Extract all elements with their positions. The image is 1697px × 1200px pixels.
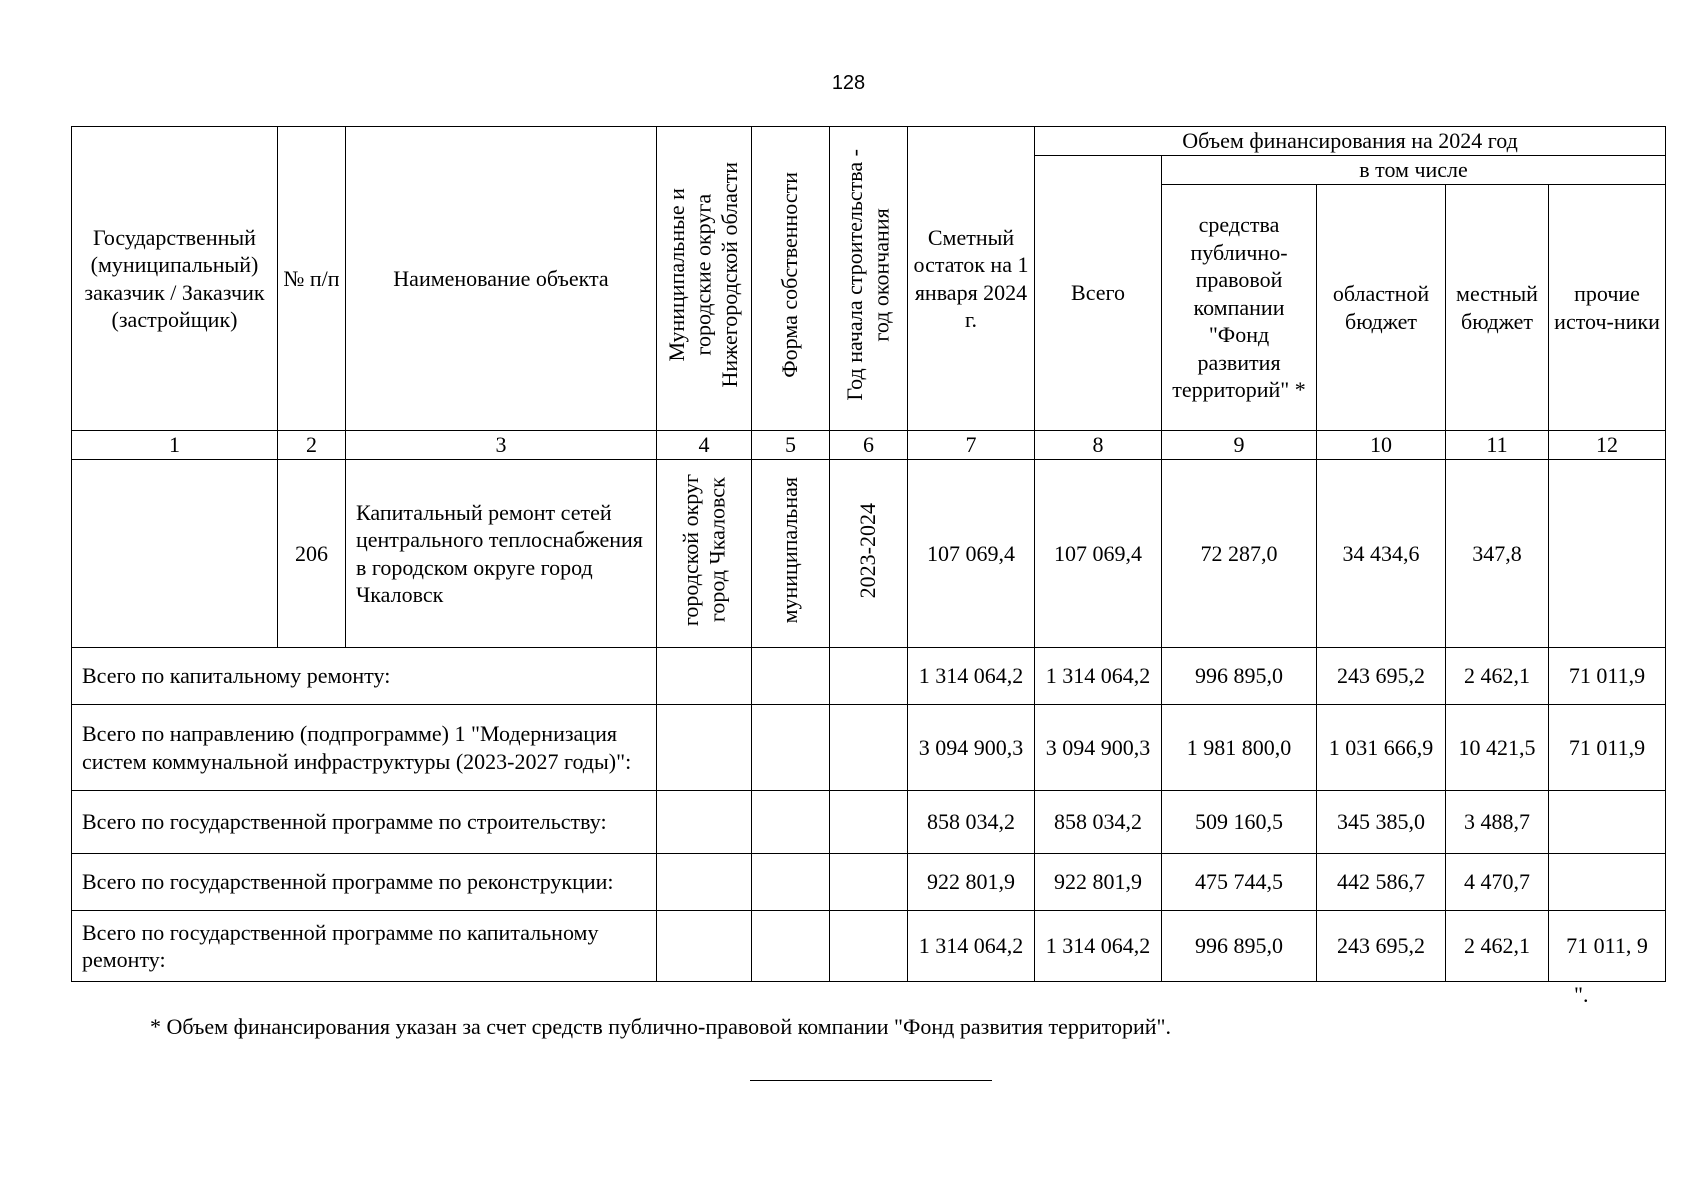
- header-fund: средства публично-правовой компании "Фонд развития территорий" *: [1162, 185, 1317, 431]
- empty-cell: [752, 648, 830, 705]
- empty-cell: [830, 791, 908, 854]
- summary-label: Всего по направлению (подпрограмме) 1 "Модернизация систем коммунальной инфраструктуры (2023-2027 годы)":: [72, 705, 657, 791]
- page-number: 128: [831, 72, 866, 94]
- object-number: 206: [278, 460, 346, 648]
- header-years: [830, 127, 908, 431]
- column-number: 2: [278, 431, 346, 460]
- column-number: 11: [1446, 431, 1549, 460]
- summary-fund: 509 160,5: [1162, 791, 1317, 854]
- object-name: Капитальный ремонт сетей центрального теплоснабжения в городском округе город Чкаловск: [346, 460, 657, 648]
- empty-cell: [752, 911, 830, 982]
- summary-other: 71 011,9: [1549, 705, 1666, 791]
- column-number: 5: [752, 431, 830, 460]
- summary-row: [72, 648, 1666, 705]
- column-number: 1: [72, 431, 278, 460]
- summary-fund: 996 895,0: [1162, 911, 1317, 982]
- object-other: [1549, 460, 1666, 648]
- column-number: 8: [1035, 431, 1162, 460]
- summary-other: [1549, 854, 1666, 911]
- summary-fund: 475 744,5: [1162, 854, 1317, 911]
- summary-local: 2 462,1: [1446, 911, 1549, 982]
- summary-fund: 996 895,0: [1162, 648, 1317, 705]
- empty-cell: [657, 911, 752, 982]
- object-municipality-text: городской округ город Чкаловск: [677, 474, 729, 627]
- summary-total: 3 094 900,3: [1035, 705, 1162, 791]
- empty-cell: [657, 648, 752, 705]
- column-number: 9: [1162, 431, 1317, 460]
- header-ownership-text: Форма собственности: [777, 172, 803, 379]
- object-municipality: [657, 460, 752, 648]
- summary-row: [72, 705, 1666, 791]
- summary-local: 3 488,7: [1446, 791, 1549, 854]
- summary-local: 4 470,7: [1446, 854, 1549, 911]
- column-number: 3: [346, 431, 657, 460]
- header-years-text: Год начала строительства - год окончания: [842, 149, 894, 402]
- object-ownership: [752, 460, 830, 648]
- header-number: № п/п: [278, 127, 346, 431]
- header-other: прочие источ-ники: [1549, 185, 1666, 431]
- summary-total: 922 801,9: [1035, 854, 1162, 911]
- header-financing-title: Объем финансирования на 2024 год: [1035, 127, 1666, 156]
- empty-cell: [752, 854, 830, 911]
- header-estimate: Сметный остаток на 1 января 2024 г.: [908, 127, 1035, 431]
- summary-row: [72, 854, 1666, 911]
- summary-local: 10 421,5: [1446, 705, 1549, 791]
- summary-total: 1 314 064,2: [1035, 648, 1162, 705]
- summary-total: 1 314 064,2: [1035, 911, 1162, 982]
- empty-cell: [752, 791, 830, 854]
- empty-cell: [657, 705, 752, 791]
- object-years-text: 2023-2024: [855, 502, 881, 598]
- header-municipalities: [657, 127, 752, 431]
- empty-cell: [830, 705, 908, 791]
- header-regional: областной бюджет: [1317, 185, 1446, 431]
- object-regional: 34 434,6: [1317, 460, 1446, 648]
- summary-estimate: 922 801,9: [908, 854, 1035, 911]
- summary-total: 858 034,2: [1035, 791, 1162, 854]
- summary-other: 71 011, 9: [1549, 911, 1666, 982]
- header-total: Всего: [1035, 156, 1162, 431]
- empty-cell: [830, 854, 908, 911]
- header-including: в том числе: [1162, 156, 1666, 185]
- summary-label: Всего по капитальному ремонту:: [72, 648, 657, 705]
- object-customer-cell: [72, 460, 278, 648]
- summary-regional: 243 695,2: [1317, 648, 1446, 705]
- summary-label: Всего по государственной программе по строительству:: [72, 791, 657, 854]
- object-total: 107 069,4: [1035, 460, 1162, 648]
- column-number: 7: [908, 431, 1035, 460]
- column-number: 6: [830, 431, 908, 460]
- summary-other: [1549, 791, 1666, 854]
- footnote: * Объем финансирования указан за счет средств публично-правовой компании "Фонд развития территорий".: [150, 1014, 1171, 1039]
- summary-regional: 345 385,0: [1317, 791, 1446, 854]
- object-row: [72, 460, 1666, 648]
- summary-label: Всего по государственной программе по капитальному ремонту:: [72, 911, 657, 982]
- summary-estimate: 858 034,2: [908, 791, 1035, 854]
- summary-other: 71 011,9: [1549, 648, 1666, 705]
- empty-cell: [752, 705, 830, 791]
- object-local: 347,8: [1446, 460, 1549, 648]
- empty-cell: [830, 911, 908, 982]
- header-object-name: Наименование объекта: [346, 127, 657, 431]
- end-rule: [750, 1080, 992, 1081]
- object-ownership-text: муниципальная: [777, 477, 803, 624]
- empty-cell: [657, 791, 752, 854]
- financing-table: [71, 126, 1666, 982]
- empty-cell: [657, 854, 752, 911]
- closing-quote: ".: [1574, 982, 1589, 1007]
- object-years: [830, 460, 908, 648]
- header-municipalities-text: Муниципальные и городские округа Нижегородской области: [664, 162, 743, 389]
- summary-regional: 442 586,7: [1317, 854, 1446, 911]
- summary-local: 2 462,1: [1446, 648, 1549, 705]
- column-number: 12: [1549, 431, 1666, 460]
- summary-estimate: 1 314 064,2: [908, 648, 1035, 705]
- summary-estimate: 1 314 064,2: [908, 911, 1035, 982]
- summary-regional: 1 031 666,9: [1317, 705, 1446, 791]
- summary-estimate: 3 094 900,3: [908, 705, 1035, 791]
- header-ownership: [752, 127, 830, 431]
- summary-row: [72, 911, 1666, 982]
- empty-cell: [830, 648, 908, 705]
- object-fund: 72 287,0: [1162, 460, 1317, 648]
- header-customer: Государственный (муниципальный) заказчик / Заказчик (застройщик): [72, 127, 278, 431]
- column-number: 10: [1317, 431, 1446, 460]
- summary-fund: 1 981 800,0: [1162, 705, 1317, 791]
- column-number: 4: [657, 431, 752, 460]
- summary-regional: 243 695,2: [1317, 911, 1446, 982]
- object-estimate: 107 069,4: [908, 460, 1035, 648]
- summary-row: [72, 791, 1666, 854]
- header-local: местный бюджет: [1446, 185, 1549, 431]
- summary-label: Всего по государственной программе по реконструкции:: [72, 854, 657, 911]
